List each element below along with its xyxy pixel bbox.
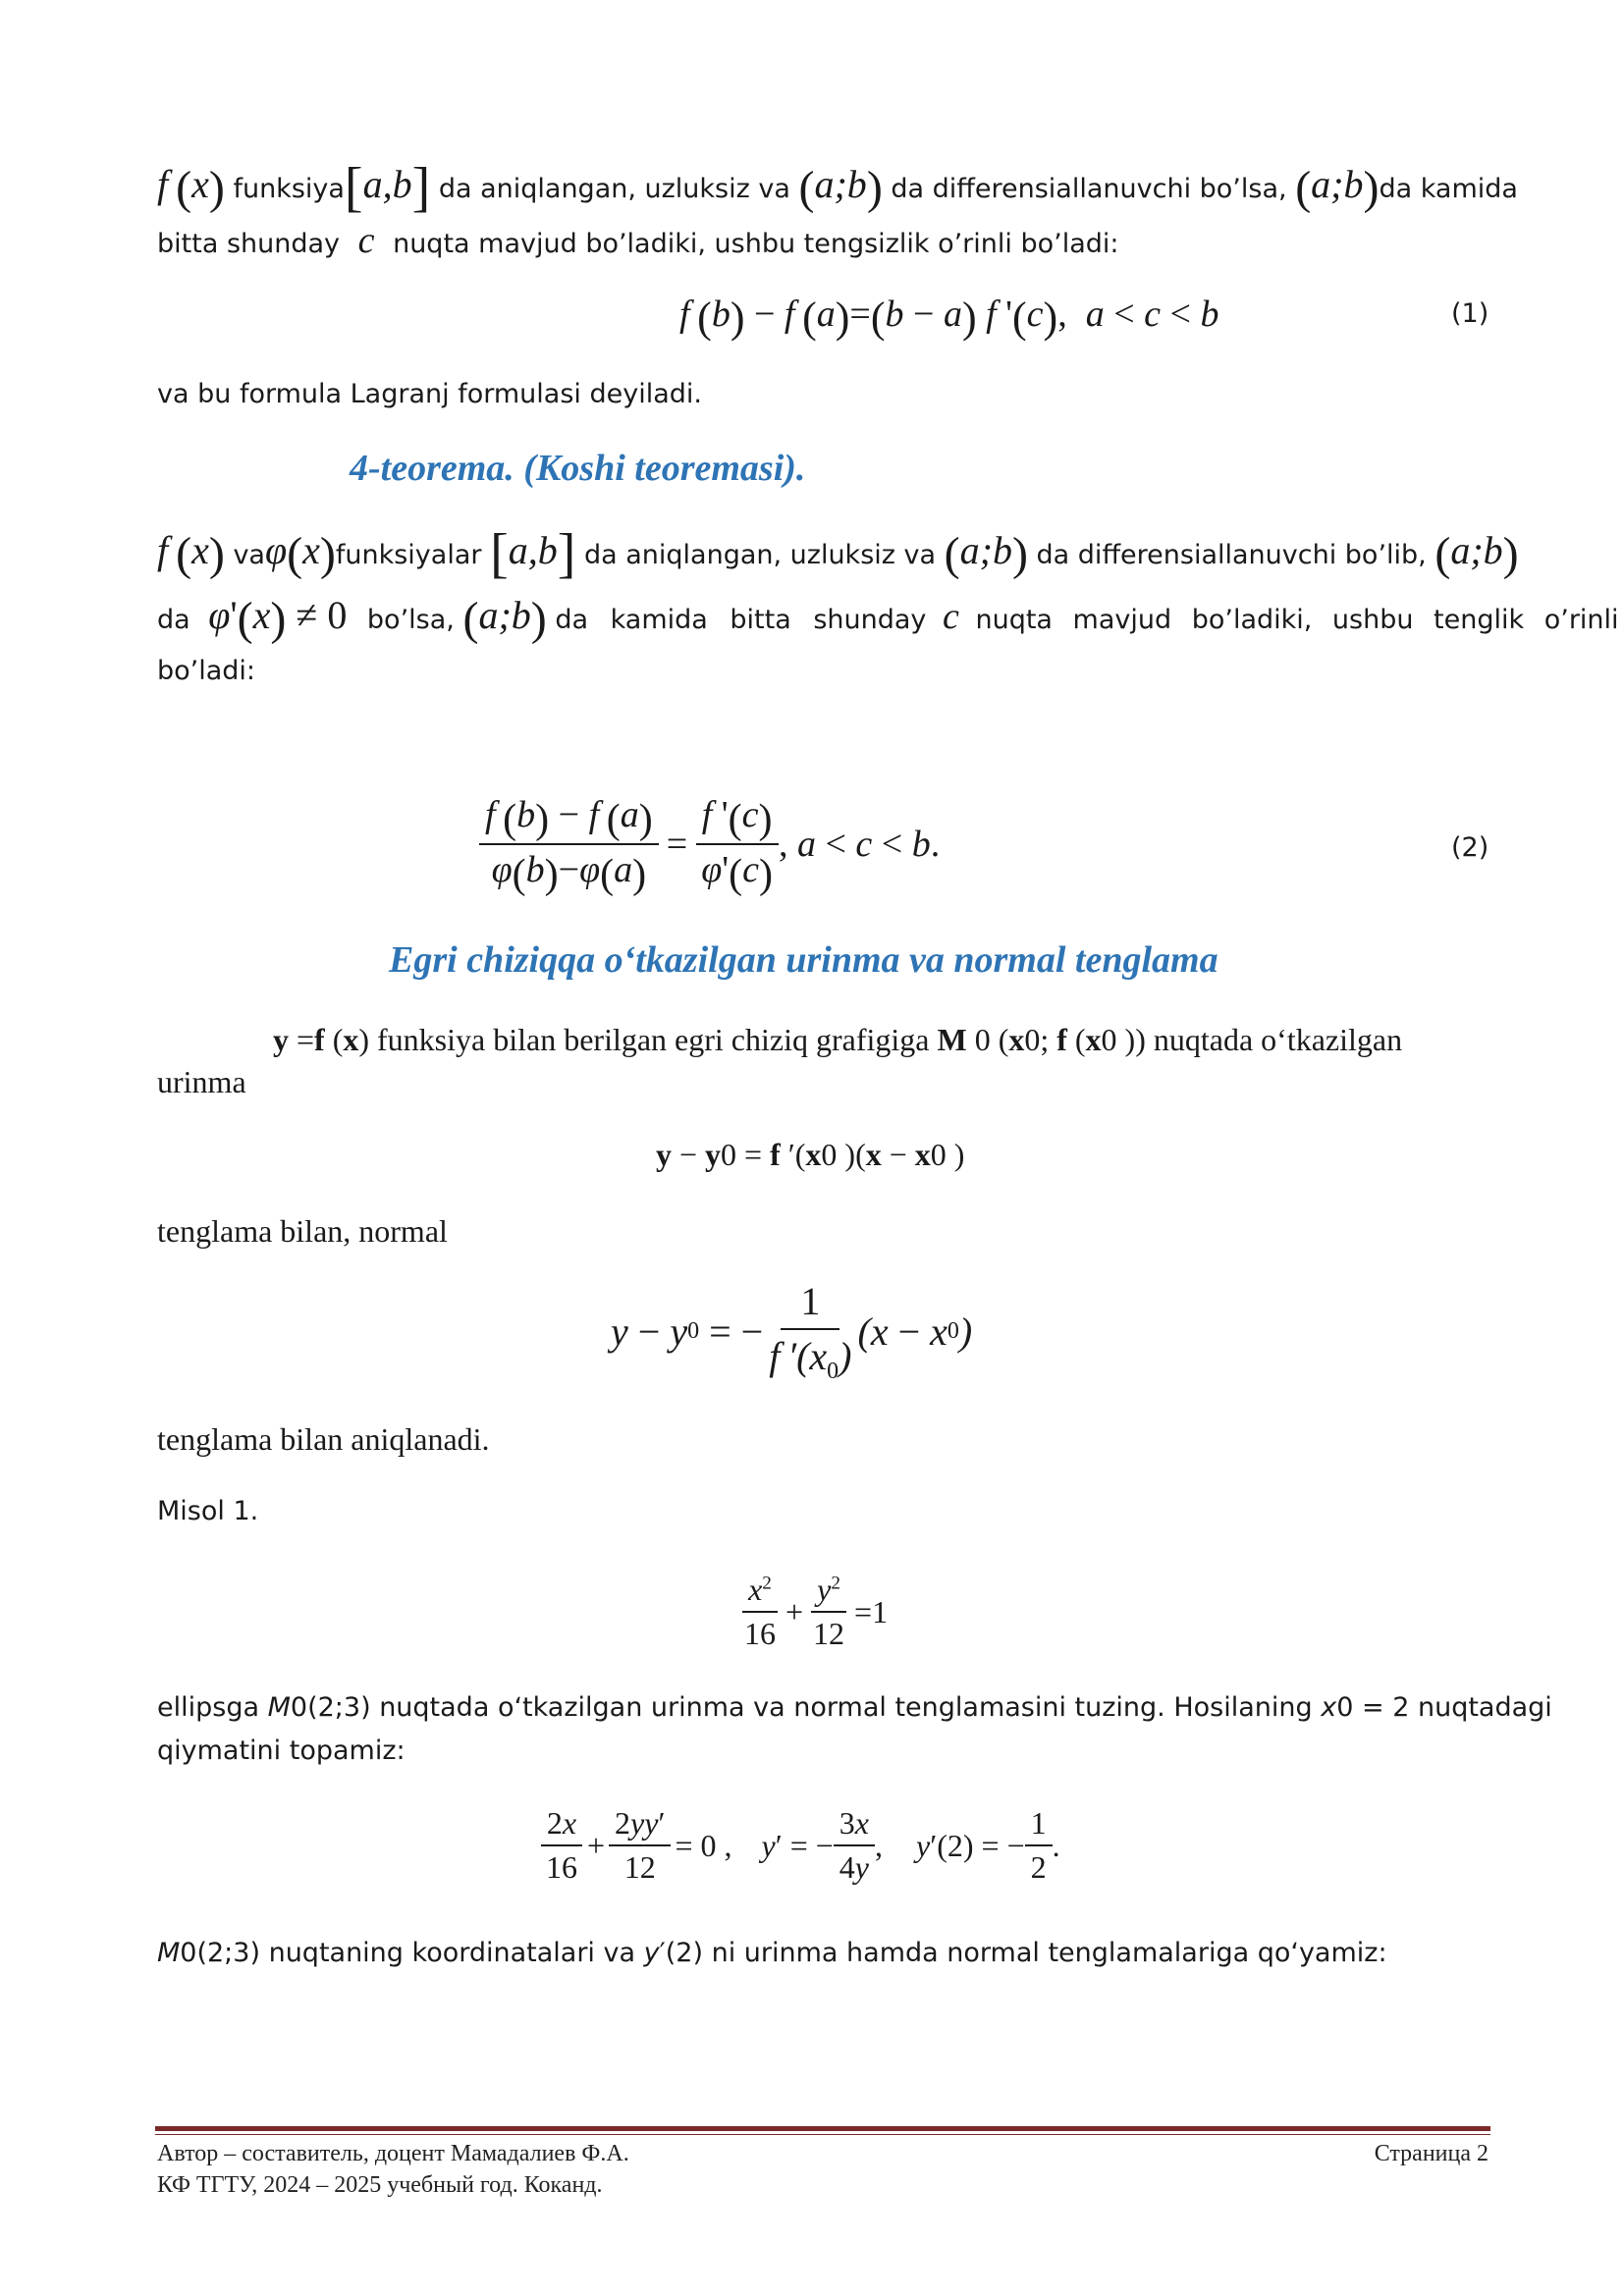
koshi-heading: 4-teorema. (Koshi teoremasi). [350,448,806,489]
tangent-equation: y − y0 = f ′(x0 )(x − x0 ) [656,1137,965,1172]
para2-text-5: da [157,605,190,635]
normal-end: tenglama bilan aniqlanadi. [157,1421,490,1457]
para2-text-2: funksiyalar [335,540,482,570]
final-text-1: nuqtaning koordinatalari va [268,1938,636,1968]
para2-text-7: da kamida bitta shunday [555,605,927,635]
derivative-equation: $\frac{2x}{16}$ + $\frac{2yy'}{12}$ = 0 , y′ = − $\frac{3x}{4y}$ , y′(2) = − $\frac{1}{2}$ . [540,1796,1060,1895]
koshi-paragraph-line-3: bo’ladi: [157,656,256,686]
para2-text-4: da differensiallanuvchi bo’lib, [1036,540,1427,570]
ellipse-paragraph-line-1: ellipsga M0(2;3) nuqtada oʻtkazilgan urinma va normal tenglamasini tuzing. Hosilaning x0 = 2 nuqtadagi [157,1692,1552,1723]
tangent-paragraph-line-2: urinma [157,1064,246,1099]
para1-text-6: nuqta mavjud bo’ladiki, ushbu tengsizlik o’rinli bo’ladi: [393,229,1119,259]
tangent-text-1: funksiya bilan berilgan egri chiziq grafigiga [377,1022,930,1057]
para2-text-1: va [233,540,265,570]
lagrange-formula: f (b) − f (a)=(b − a) f '(c), a < c < b [679,294,1219,342]
footer-rule-thin [155,2134,1490,2135]
para1-text-5: bitta shunday [157,229,341,259]
final-paragraph: M0(2;3) nuqtaning koordinatalari va y′(2) ni urinma hamda normal tenglamalariga qoʻyamiz: [157,1938,1387,1968]
example-title: Misol 1. [157,1496,259,1526]
lagrange-paragraph-line-2: bitta shunday c nuqta mavjud bo’ladiki, ushbu tengsizlik o’rinli bo’ladi: [157,220,1119,261]
para1-text-2: da aniqlangan, uzluksiz va [438,174,790,204]
para2-text-8: nuqta mavjud bo’ladiki, ushbu tenglik o’rinli [975,605,1619,635]
lagrange-paragraph-line-1: f (x) funksiya[a,b] da aniqlangan, uzluksiz va (a;b) da differensiallanuvchi bo’lsa, (a;b)da kamida [157,157,1518,218]
koshi-paragraph-line-2: da φ'(x) ≠ 0 bo’lsa, (a;b) da kamida bitta shunday c nuqta mavjud bo’ladiki, ushbu tenglik o’rinli [157,593,1619,645]
normal-equation: y − y 0 = − $\frac{1}{f '(x_0)}$ (x − x 0 ) [611,1278,973,1384]
ellipse-text-3: nuqtadagi [1417,1692,1552,1723]
formula-2-number: (2) [1451,832,1489,863]
formula-1-number: (1) [1451,298,1489,329]
para2-text-3: da aniqlangan, uzluksiz va [583,540,937,570]
para2-text-6: bo’lsa, [366,605,455,635]
koshi-formula: $\frac{f (b) - f (a)}{\varphi(b)-\varphi(a)}$ = $\frac{f '(c)}{\varphi'(c)}$ , a < c < b . [479,785,940,903]
tangent-paragraph-line-1: y =f (x) funksiya bilan berilgan egri chiziq grafigiga M 0 (x0; f (x0 )) nuqtada oʻtkazilgan [273,1022,1403,1057]
lagrange-statement: va bu formula Lagranj formulasi deyiladi. [157,379,702,409]
para1-text-1: funksiya [233,174,345,204]
footer-institution: КФ ТГТУ, 2024 – 2025 учебный год. Коканд. [157,2172,603,2198]
footer-rule [155,2126,1490,2131]
tangent-text-2: nuqtada oʻtkazilgan [1153,1022,1403,1057]
normal-intro: tenglama bilan, normal [157,1213,448,1249]
footer-author: Автор – составитель, доцент Мамадалиев Ф.А. [157,2141,629,2166]
koshi-paragraph-line-1: f (x) vaφ(x)funksiyalar [a,b] da aniqlangan, uzluksiz va (a;b) da differensiallanuvchi bo’lib, (a;b) [157,523,1519,584]
para1-text-4: da kamida [1379,174,1518,204]
para1-text-3: da differensiallanuvchi bo’lsa, [891,174,1287,204]
ellipse-text-1: ellipsga [157,1692,260,1723]
final-text-2: ni urinma hamda normal tenglamalariga qoʻyamiz: [711,1938,1387,1968]
ellipse-text-2: nuqtada oʻtkazilgan urinma va normal tenglamasini tuzing. Hosilaning [379,1692,1313,1723]
footer-page-number: Страница 2 [1374,2141,1489,2166]
ellipse-paragraph-line-2: qiymatini topamiz: [157,1735,406,1766]
tangent-heading: Egri chiziqqa oʻtkazilgan urinma va normal tenglama [389,939,1218,981]
ellipse-equation: $\frac{x^2}{16}$ + $\frac{y^2}{12}$ =1 [744,1572,889,1651]
